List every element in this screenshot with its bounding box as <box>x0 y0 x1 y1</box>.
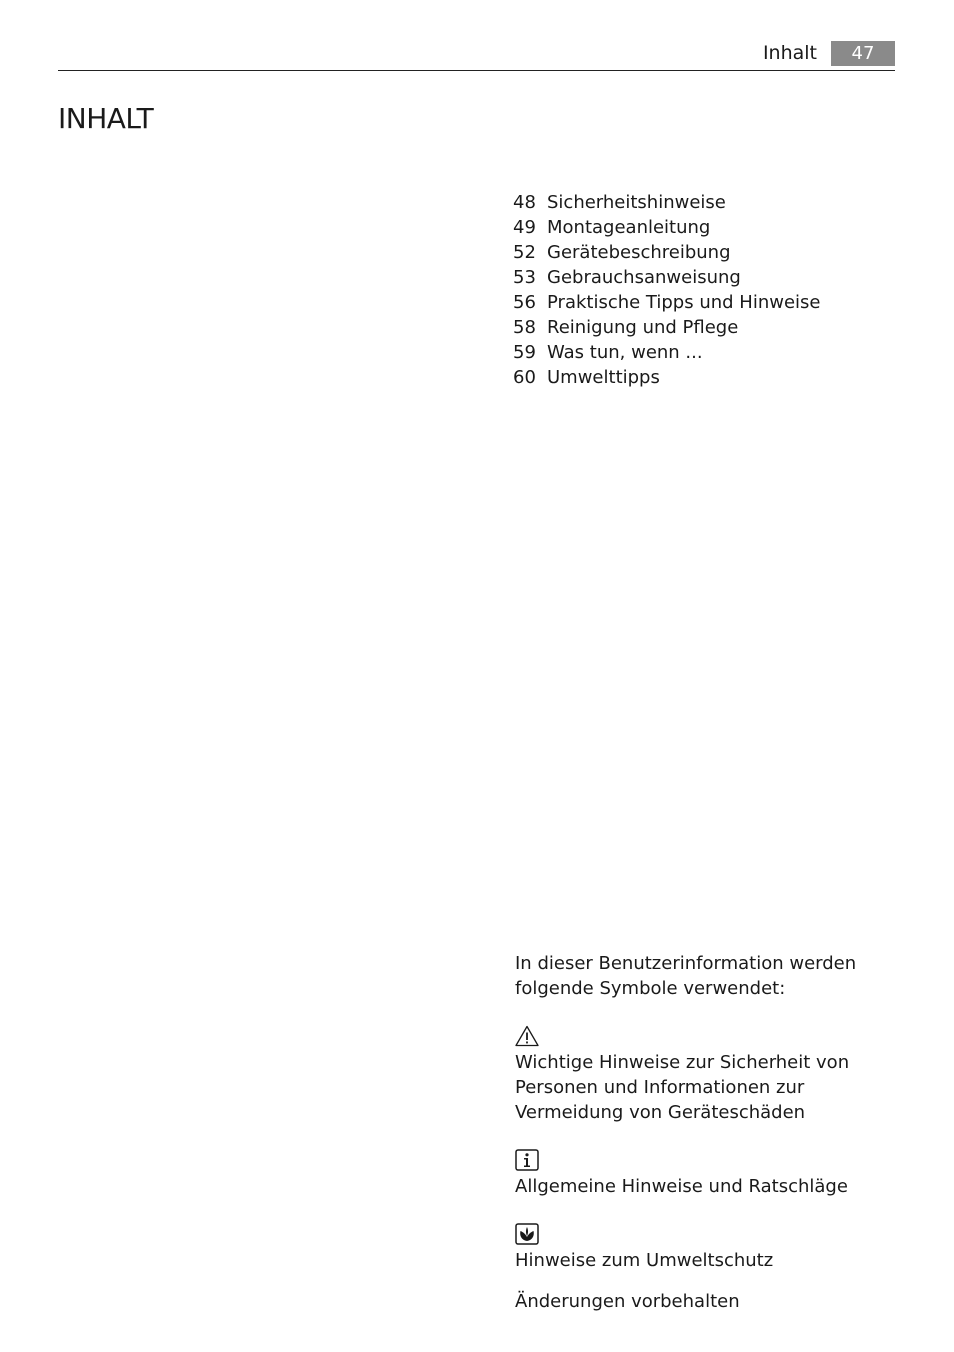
page-number: 47 <box>831 41 895 66</box>
toc-item[interactable] <box>513 315 820 340</box>
toc-page-number: 56 <box>513 292 536 313</box>
toc-label: Sicherheitshinweise <box>547 192 726 213</box>
toc-label: Reinigung und Pflege <box>547 317 739 338</box>
toc-label: Gerätebeschreibung <box>547 242 731 263</box>
environment-icon <box>515 1223 539 1245</box>
legend-item-warning <box>515 1025 875 1125</box>
toc-item[interactable] <box>513 365 820 390</box>
toc-label: Gebrauchsanweisung <box>547 267 741 288</box>
legend-text-info: Allgemeine Hinweise und Ratschläge <box>515 1176 848 1197</box>
toc-page-number: 59 <box>513 342 536 363</box>
toc-item[interactable] <box>513 265 820 290</box>
legend-text-warning: Wichtige Hinweise zur Sicherheit von Personen und Informationen zur Vermeidung von Geräteschäden <box>515 1052 850 1123</box>
toc-item[interactable] <box>513 340 820 365</box>
warning-triangle-icon <box>515 1025 539 1047</box>
toc-item[interactable] <box>513 240 820 265</box>
running-header <box>763 40 895 66</box>
legend-text-environment: Hinweise zum Umweltschutz <box>515 1250 774 1271</box>
toc-page-number: 52 <box>513 242 536 263</box>
page-title: INHALT <box>58 102 154 135</box>
toc-item[interactable] <box>513 215 820 240</box>
toc-item[interactable] <box>513 290 820 315</box>
toc-page-number: 58 <box>513 317 536 338</box>
table-of-contents <box>513 190 820 390</box>
toc-page-number: 48 <box>513 192 536 213</box>
toc-label: Praktische Tipps und Hinweise <box>547 292 821 313</box>
toc-item[interactable] <box>513 190 820 215</box>
toc-label: Montageanleitung <box>547 217 711 238</box>
header-section-name: Inhalt <box>762 42 817 64</box>
toc-label: Was tun, wenn ... <box>547 342 703 363</box>
info-icon <box>515 1149 539 1171</box>
header-rule <box>58 70 895 71</box>
changes-reserved-note: Änderungen vorbehalten <box>515 1291 740 1312</box>
legend-intro: In dieser Benutzerinformation werden folgende Symbole verwendet: <box>515 953 857 999</box>
toc-label: Umwelttipps <box>547 367 660 388</box>
legend-item-environment <box>515 1223 875 1273</box>
toc-page-number: 53 <box>513 267 536 288</box>
toc-page-number: 60 <box>513 367 536 388</box>
symbol-legend <box>515 951 875 1314</box>
toc-page-number: 49 <box>513 217 536 238</box>
legend-item-info <box>515 1149 875 1199</box>
